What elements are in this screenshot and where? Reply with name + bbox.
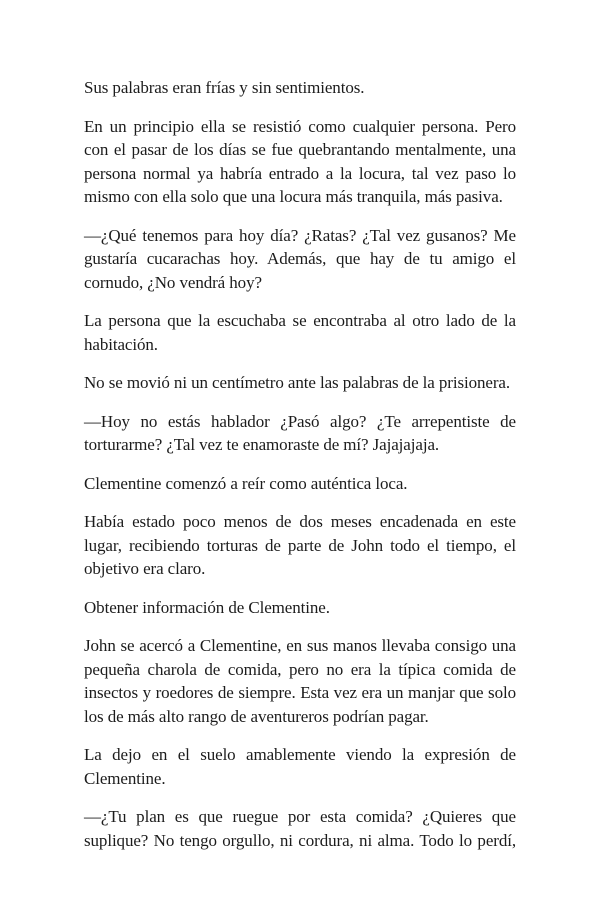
paragraph: Obtener información de Clementine.: [84, 597, 330, 617]
paragraph: Sus palabras eran frías y sin sentimientos.: [84, 78, 365, 97]
paragraph: John se acercó a Clementine, en sus manos llevaba consigo una pequeña charola de comida, pero no era la típica comida de insectos y roedores de siempre. Esta vez era un manjar que solo los de más alto rango de aventureros podrían pagar.: [84, 636, 516, 726]
paragraph: Clementine comenzó a reír como auténtica loca.: [84, 473, 408, 493]
paragraph: —¿Qué tenemos para hoy día? ¿Ratas? ¿Tal vez gusanos? Me gustaría cucarachas hoy. Además, que hay de tu amigo el cornudo, ¿No vendrá hoy?: [84, 225, 516, 292]
paragraph-continued: —¿Tu plan es que ruegue por esta comida? ¿Quieres que suplique? No tengo orgullo, ni cordura, ni alma. Todo lo perdí,: [84, 807, 516, 850]
paragraph: —Hoy no estás hablador ¿Pasó algo? ¿Te arrepentiste de torturarme? ¿Tal vez te enamoraste de mí? Jajajajaja.: [84, 411, 516, 454]
paragraph: La persona que la escuchaba se encontraba al otro lado de la habitación.: [84, 311, 516, 354]
paragraph: En un principio ella se resistió como cualquier persona. Pero con el pasar de los días se fue quebrantando mentalmente, una persona normal ya habría entrado a la locura, tal vez paso lo mismo con ella solo que una locura más tranquila, más pasiva.: [84, 116, 516, 206]
paragraph: La dejo en el suelo amablemente viendo la expresión de Clementine.: [84, 745, 516, 788]
paragraph: No se movió ni un centímetro ante las palabras de la prisionera.: [84, 373, 511, 392]
paragraph: Había estado poco menos de dos meses encadenada en este lugar, recibiendo torturas de parte de John todo el tiempo, el objetivo era claro.: [84, 512, 516, 578]
